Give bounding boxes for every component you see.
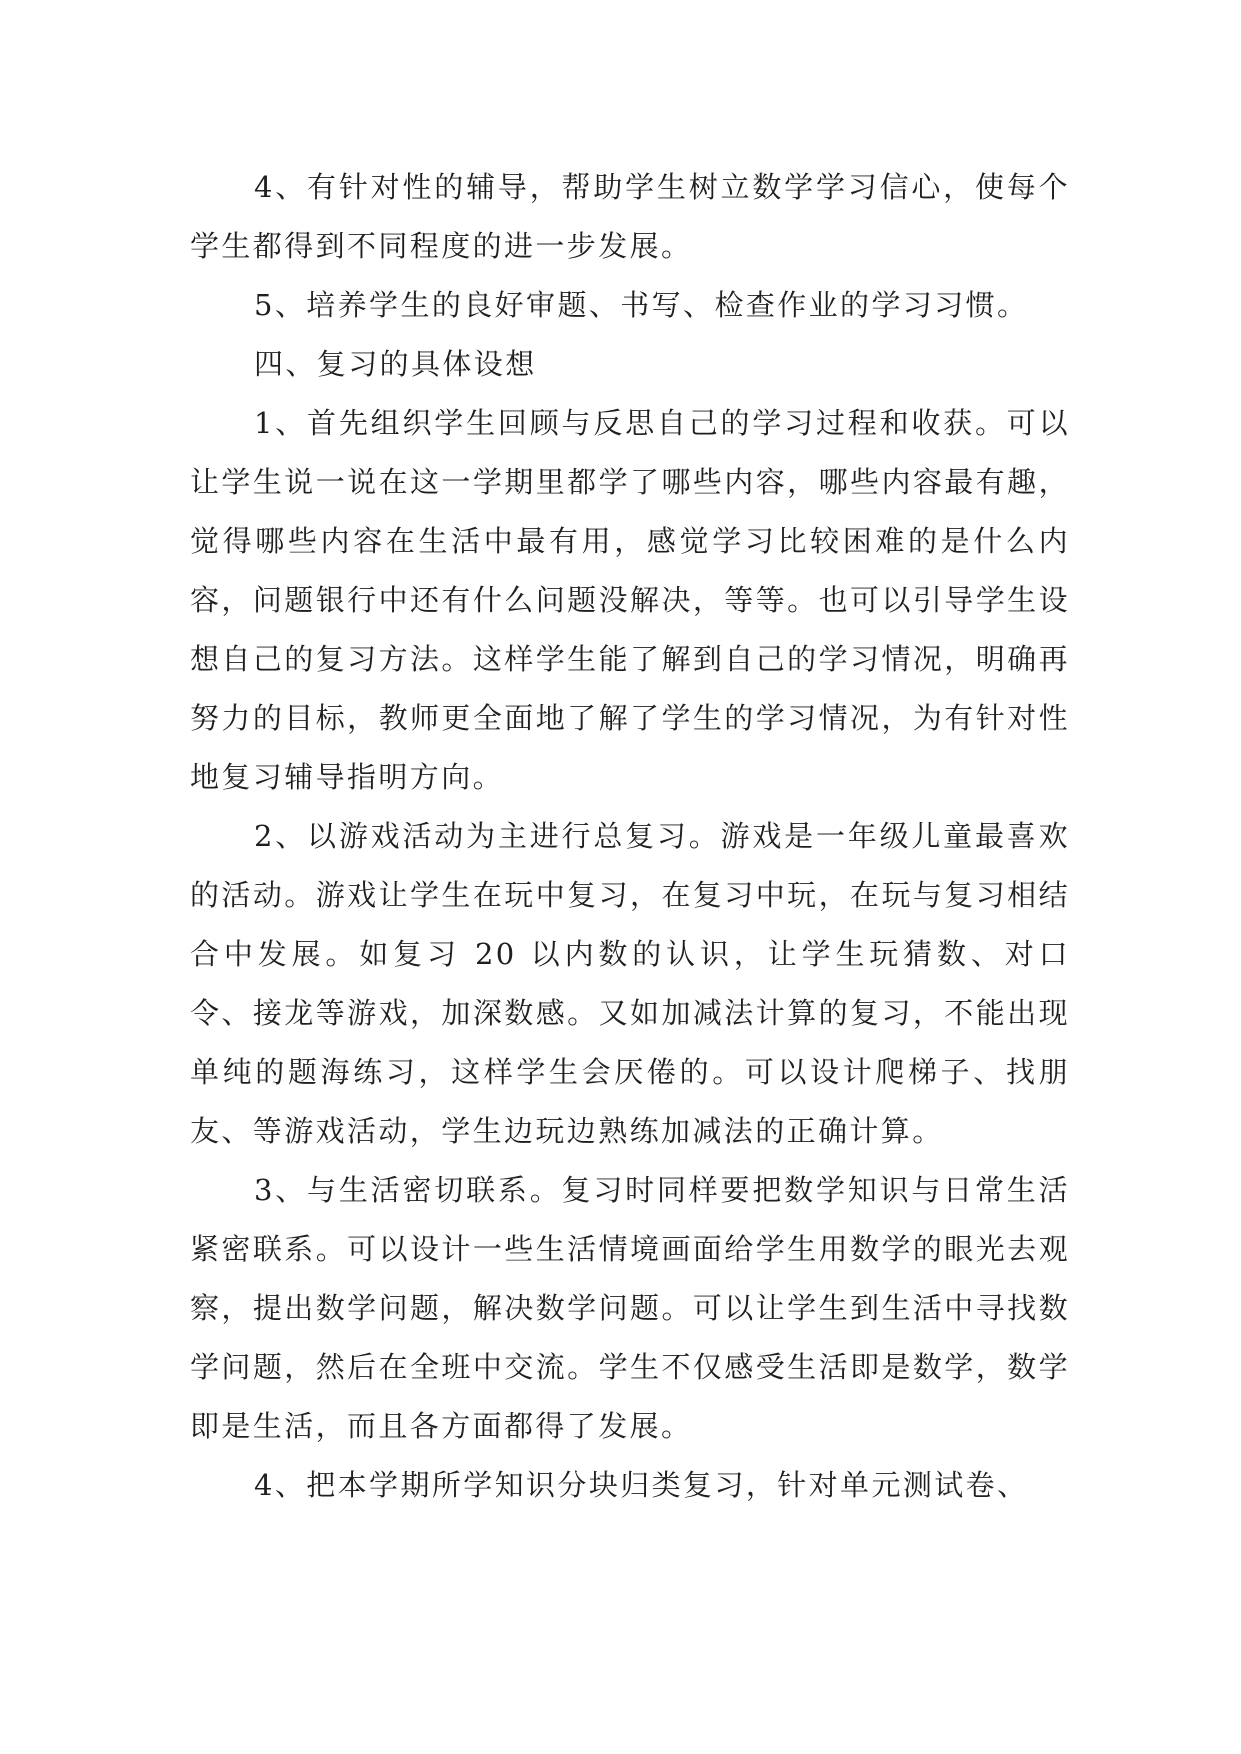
paragraph-life-connection: 3、与生活密切联系。复习时同样要把数学知识与日常生活紧密联系。可以设计一些生活情境画面给学生用数学的眼光去观察，提出数学问题，解决数学问题。可以让学生到生活中寻找数学问题，然后在全班中交流。学生不仅感受生活即是数学，数学即是生活，而且各方面都得了发展。 [190,1173,1070,1443]
paragraph-games: 2、以游戏活动为主进行总复习。游戏是一年级儿童最喜欢的活动。游戏让学生在玩中复习，在复习中玩，在玩与复习相结合中发展。如复习 20 以内数的认识，让学生玩猜数、对口令、接龙等游戏，加深数感。又如加减法计算的复习，不能出现单纯的题海练习，这样学生会厌倦的。可以设计爬梯子、找朋友、等游戏活动，学生边玩边熟练加减法的正确计算。 [190,819,1070,1148]
paragraph-categorized-review: 4、把本学期所学知识分块归类复习，针对单元测试卷、 [254,1468,1029,1502]
paragraph-guidance: 4、有针对性的辅导，帮助学生树立数学学习信心，使每个学生都得到不同程度的进一步发展。 [190,170,1070,263]
section-heading-review-plan: 四、复习的具体设想 [254,347,537,381]
paragraph-habits: 5、培养学生的良好审题、书写、检查作业的学习习惯。 [254,288,1029,322]
paragraph-reflection: 1、首先组织学生回顾与反思自己的学习过程和收获。可以让学生说一说在这一学期里都学了哪些内容，哪些内容最有趣，觉得哪些内容在生活中最有用，感觉学习比较困难的是什么内容，问题银行中还有什么问题没解决，等等。也可以引导学生设想自己的复习方法。这样学生能了解到自己的学习情况，明确再努力的目标，教师更全面地了解了学生的学习情况，为有针对性地复习辅导指明方向。 [190,406,1070,794]
document-body [190,158,1070,1515]
